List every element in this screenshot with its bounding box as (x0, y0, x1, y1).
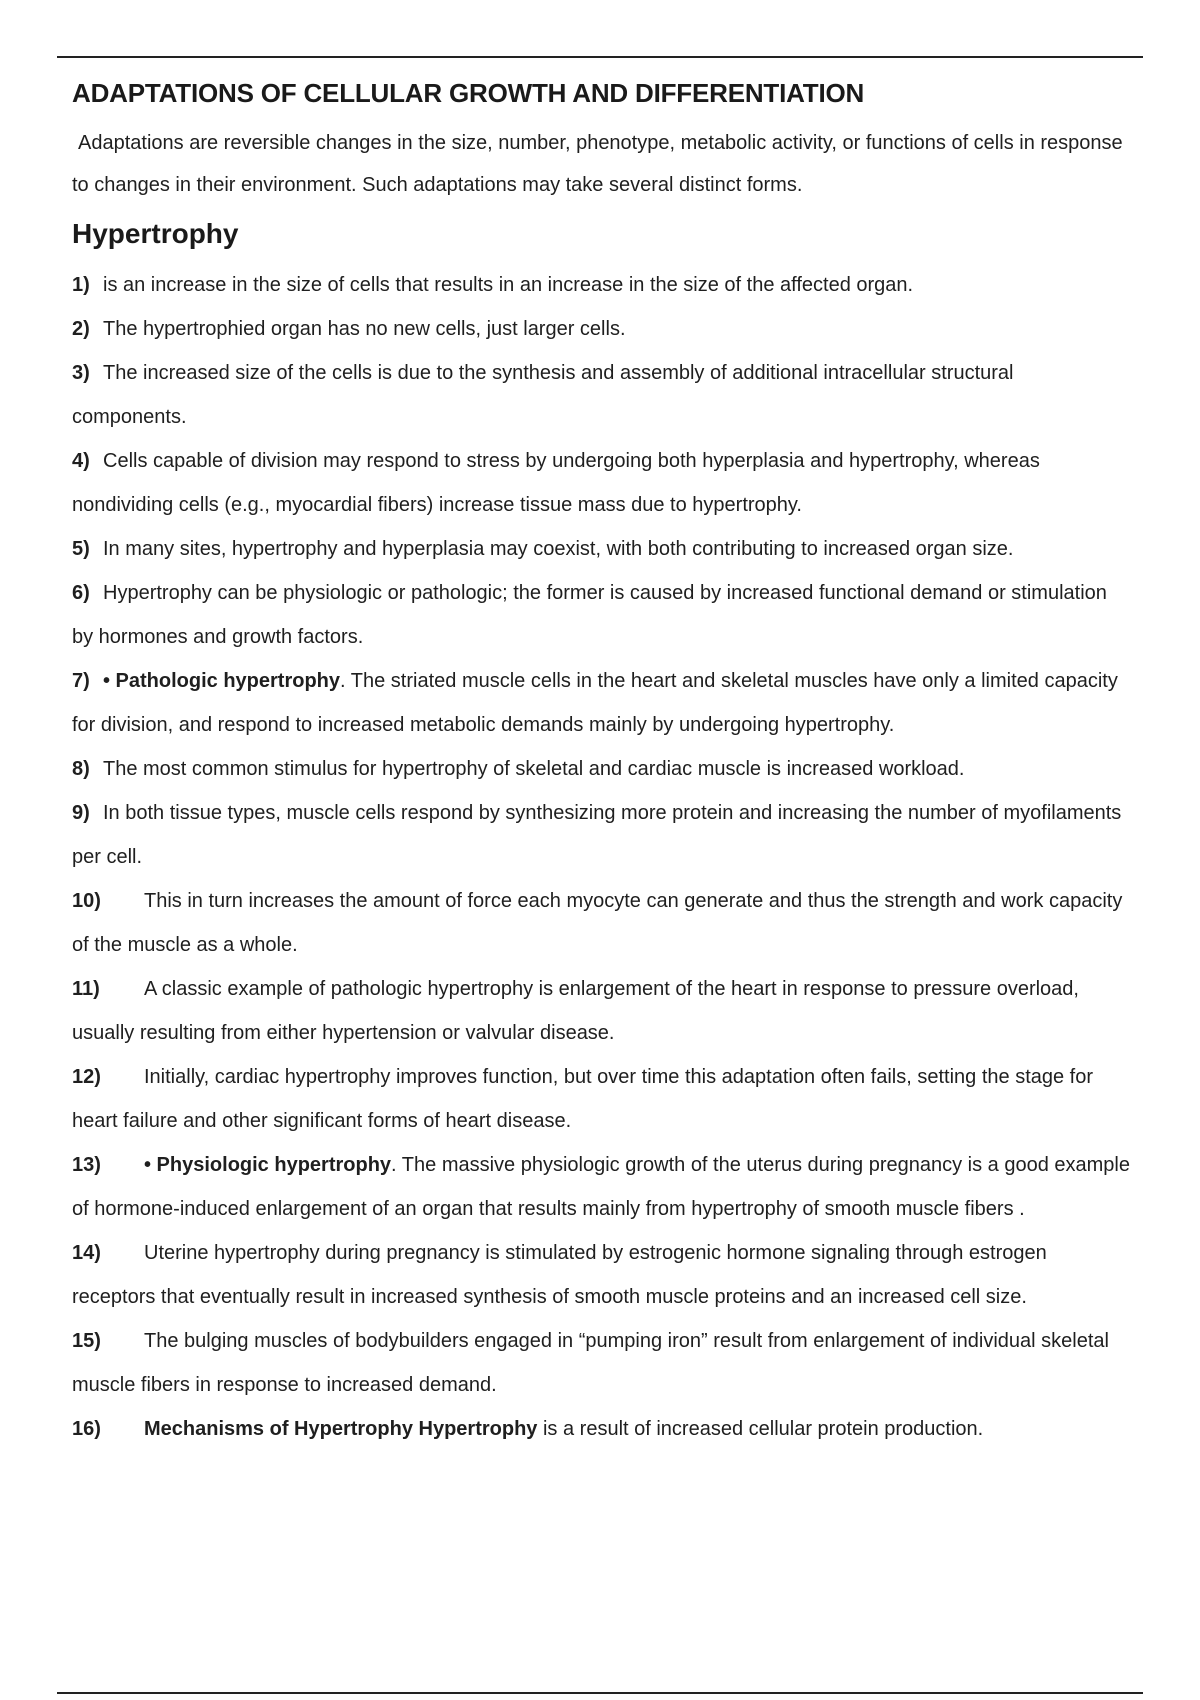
item-number: 10) (72, 890, 101, 912)
item-text: Uterine hypertrophy during pregnancy is stimulated by estrogenic hormone signaling through estrogen receptors that eventually result in increased synthesis of smooth muscle proteins and an increased cell size. (72, 1242, 1047, 1308)
list-item (72, 1055, 1132, 1143)
item-text: Initially, cardiac hypertrophy improves function, but over time this adaptation often fails, setting the stage for heart failure and other significant forms of heart disease. (72, 1066, 1094, 1132)
document-body (72, 72, 1132, 1451)
item-number: 5) (72, 538, 90, 560)
item-text: A classic example of pathologic hypertrophy is enlargement of the heart in response to pressure overload, usually resulting from either hypertension or valvular disease. (72, 978, 1079, 1044)
item-text: is an increase in the size of cells that results in an increase in the size of the affected organ. (103, 274, 914, 296)
list-item (72, 967, 1132, 1055)
item-number: 3) (72, 362, 90, 384)
list-item (72, 659, 1132, 747)
list-item (72, 439, 1132, 527)
list-item (72, 1143, 1132, 1231)
item-text: The bulging muscles of bodybuilders engaged in “pumping iron” result from enlargement of individual skeletal muscle fibers in response to increased demand. (72, 1330, 1109, 1396)
item-number: 16) (72, 1418, 101, 1440)
item-text: Cells capable of division may respond to stress by undergoing both hyperplasia and hypertrophy, whereas nondividing cells (e.g., myocardial fibers) increase tissue mass due to hypertrophy. (72, 450, 1040, 516)
list-item (72, 1407, 1132, 1451)
item-number: 2) (72, 318, 90, 340)
item-text: The most common stimulus for hypertrophy of skeletal and cardiac muscle is increased workload. (103, 758, 965, 780)
list-item (72, 307, 1132, 351)
item-text: Hypertrophy can be physiologic or pathologic; the former is caused by increased functional demand or stimulation by hormones and growth factors. (72, 582, 1107, 648)
item-number: 6) (72, 582, 90, 604)
item-text: This in turn increases the amount of force each myocyte can generate and thus the strength and work capacity of the muscle as a whole. (72, 890, 1123, 956)
intro-paragraph: Adaptations are reversible changes in the size, number, phenotype, metabolic activity, or functions of cells in response to changes in their environment. Such adaptations may take several distinct forms. (72, 132, 1123, 196)
list-item (72, 263, 1132, 307)
item-text: is a result of increased cellular protein production. (537, 1418, 984, 1440)
item-number: 12) (72, 1066, 101, 1088)
item-number: 15) (72, 1330, 101, 1352)
item-lead-bold: Mechanisms of Hypertrophy Hypertrophy (144, 1418, 538, 1440)
item-number: 4) (72, 450, 90, 472)
list-item (72, 527, 1132, 571)
item-number: 11) (72, 978, 100, 1000)
item-text: . The striated muscle cells in the heart and skeletal muscles have only a limited capacity for division, and respond to increased metabolic demands mainly by undergoing hypertrophy. (72, 670, 1118, 736)
list-item (72, 571, 1132, 659)
list-item (72, 1319, 1132, 1407)
bottom-rule (57, 1692, 1143, 1694)
item-text: The increased size of the cells is due to the synthesis and assembly of additional intracellular structural components. (72, 362, 1014, 428)
item-number: 1) (72, 274, 90, 296)
item-text: In many sites, hypertrophy and hyperplasia may coexist, with both contributing to increased organ size. (103, 538, 1014, 560)
item-lead-bold: • Physiologic hypertrophy (144, 1154, 392, 1176)
list-item (72, 1231, 1132, 1319)
item-number: 9) (72, 802, 90, 824)
item-number: 7) (72, 670, 90, 692)
item-number: 14) (72, 1242, 101, 1264)
list-item (72, 879, 1132, 967)
item-lead-bold: • Pathologic hypertrophy (103, 670, 341, 692)
item-text: In both tissue types, muscle cells respond by synthesizing more protein and increasing the number of myofilaments per cell. (72, 802, 1122, 868)
list-item (72, 791, 1132, 879)
item-number: 13) (72, 1154, 101, 1176)
top-rule (57, 56, 1143, 58)
hypertrophy-points-list (72, 263, 1132, 1451)
list-item (72, 747, 1132, 791)
section-heading-hypertrophy: Hypertrophy (72, 218, 239, 249)
item-text: The hypertrophied organ has no new cells, just larger cells. (103, 318, 626, 340)
list-item (72, 351, 1132, 439)
item-number: 8) (72, 758, 90, 780)
document-title: ADAPTATIONS OF CELLULAR GROWTH AND DIFFERENTIATION (72, 78, 865, 108)
item-text: . The massive physiologic growth of the uterus during pregnancy is a good example of hormone-induced enlargement of an organ that results mainly from hypertrophy of smooth muscle fibers . (72, 1154, 1130, 1220)
